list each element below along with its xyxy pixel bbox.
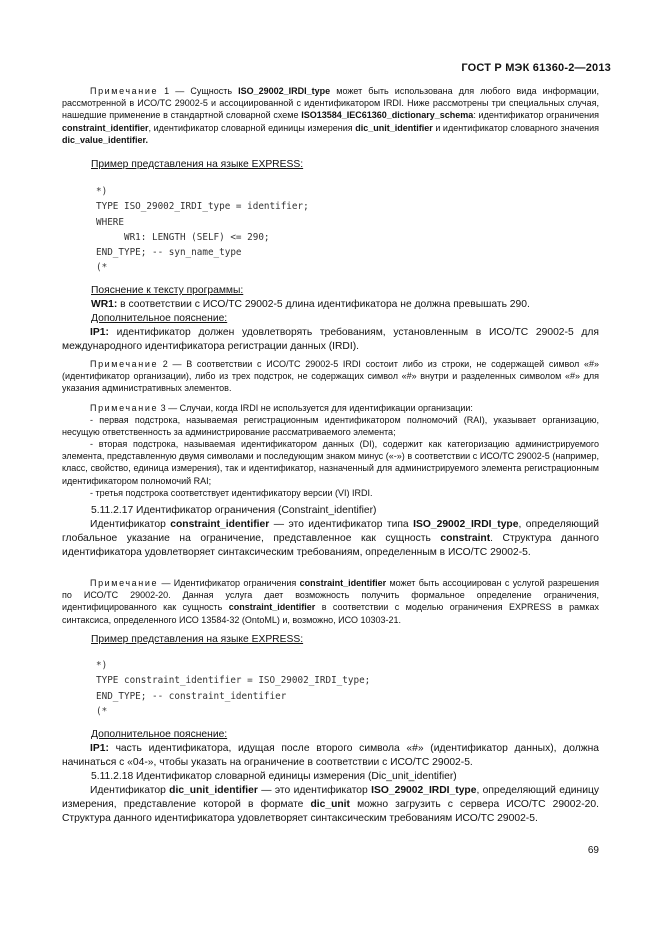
note-1: Примечание 1 — Сущность ISO_29002_IRDI_type может быть использована для любого вида информации, рассмотренной в ИСО/ТС 29002-5 и ассоциированной с идентификатором IRDI. Ниже рассмотрены три специальных случая, нашедшие применение в стандартной словарной схеме ISO13584_IEC61360_dictionary_schema: идентификатор ограничения constraint_identifier, идентификатор словарной единицы измерения dic_unit_identifier и идентификатор словарного значения dic_value_identifier.: [62, 86, 599, 145]
example-2-title: Пример представления на языке EXPRESS:: [91, 634, 304, 645]
additional-explanation-2-title: Дополнительное пояснение:: [91, 729, 228, 740]
note-3-item-1: - первая подстрока, называемая регистрационным идентификатором полномочий (RAI), указывает организацию, несущую ответственность за администрирование рассматриваемого элемента;: [62, 415, 599, 438]
note-3: Примечание 3 — Случаи, когда IRDI не используется для идентификации организации:: [90, 403, 473, 413]
section-5-11-2-18-heading: 5.11.2.18 Идентификатор словарной единицы измерения (Dic_unit_identifier): [91, 771, 457, 782]
note-constraint: Примечание — Идентификатор ограничения constraint_identifier может быть ассоциирован с услугой разрешения по ИСО/ТС 29002-20. Данная услуга дает возможность получить формальное определение ограничения, идентифицированного как сущность constraint_identifier в соответствии с моделью ограничения EXPRESS в рамках синтаксиса, определенного ИСО 13584-32 (OntoML) и, возможно, ИСО 10303-21.: [62, 578, 599, 625]
program-explanation-title: Пояснение к тексту программы:: [91, 285, 244, 296]
page-number: 69: [587, 845, 599, 856]
code-block-1: *) TYPE ISO_29002_IRDI_type = identifier; WHERE WR1: LENGTH (SELF) <= 290; END_TYPE; -- syn_name_type (*: [96, 186, 309, 274]
note-3-item-3: - третья подстрока соответствует идентификатору версии (VI) IRDI.: [90, 488, 373, 498]
code-block-2: *) TYPE constraint_identifier = ISO_29002_IRDI_type; END_TYPE; -- constraint_identifier (*: [96, 660, 371, 717]
ip1-rule-2: IP1: часть идентификатора, идущая после второго символа «#» (идентификатор данных), должна начинаться с «04-», чтобы указать на ограничение в соответствии с ИСО/ТС 29002-5.: [62, 743, 599, 768]
example-1-title: Пример представления на языке EXPRESS:: [91, 159, 304, 170]
note-2: Примечание 2 — В соответствии с ИСО/ТС 29002-5 IRDI состоит либо из строки, не содержащей символ «#» (идентификатор организации), либо из трех подстрок, не содержащих символ «#» внутри и разделенных символом «#» для указания административных элементов.: [62, 359, 599, 394]
document-header: ГОСТ Р МЭК 61360-2—2013: [461, 62, 611, 74]
section-5-11-2-18-body: Идентификатор dic_unit_identifier — это идентификатор ISO_29002_IRDI_type, определяющий единицу измерения, представление которой в формате dic_unit можно загрузить с сервера ИСО/ТС 29002-20. Структура данного идентификатора удовлетворяет синтаксическим требованиям ИСО/ТС 29002-5.: [62, 785, 599, 824]
additional-explanation-title: Дополнительное пояснение:: [91, 313, 228, 324]
note-label: Примечание: [90, 86, 159, 96]
note-3-item-2: - вторая подстрока, называемая идентификатором данных (DI), содержит как категоризацию администрируемого элемента, представленную двумя символами и последующим знаком минус («-») в соответствии с ИСО/ТС 29002-5 (например, класс, свойство, единица измерения), так и идентификатор, назначенный для администрируемого элемента регистрационным идентификатором полномочий RAI;: [62, 439, 599, 486]
section-5-11-2-17-body: Идентификатор constraint_identifier — это идентификатор типа ISO_29002_IRDI_type, определяющий глобальное указание на ограничение, представленное как сущность constraint. Структура данного идентификатора удовлетворяет синтаксическим требованиям, определенным в ИСО/ТС 29002-5.: [62, 519, 599, 558]
section-5-11-2-17-heading: 5.11.2.17 Идентификатор ограничения (Constraint_identifier): [91, 505, 377, 516]
wr1-rule: WR1: в соответствии с ИСО/ТС 29002-5 длина идентификатора не должна превышать 290.: [91, 299, 530, 310]
ip1-rule: IP1: идентификатор должен удовлетворять требованиям, установленным в ИСО/ТС 29002-5 для международного идентификатора регистрации данных (IRDI).: [62, 327, 599, 352]
